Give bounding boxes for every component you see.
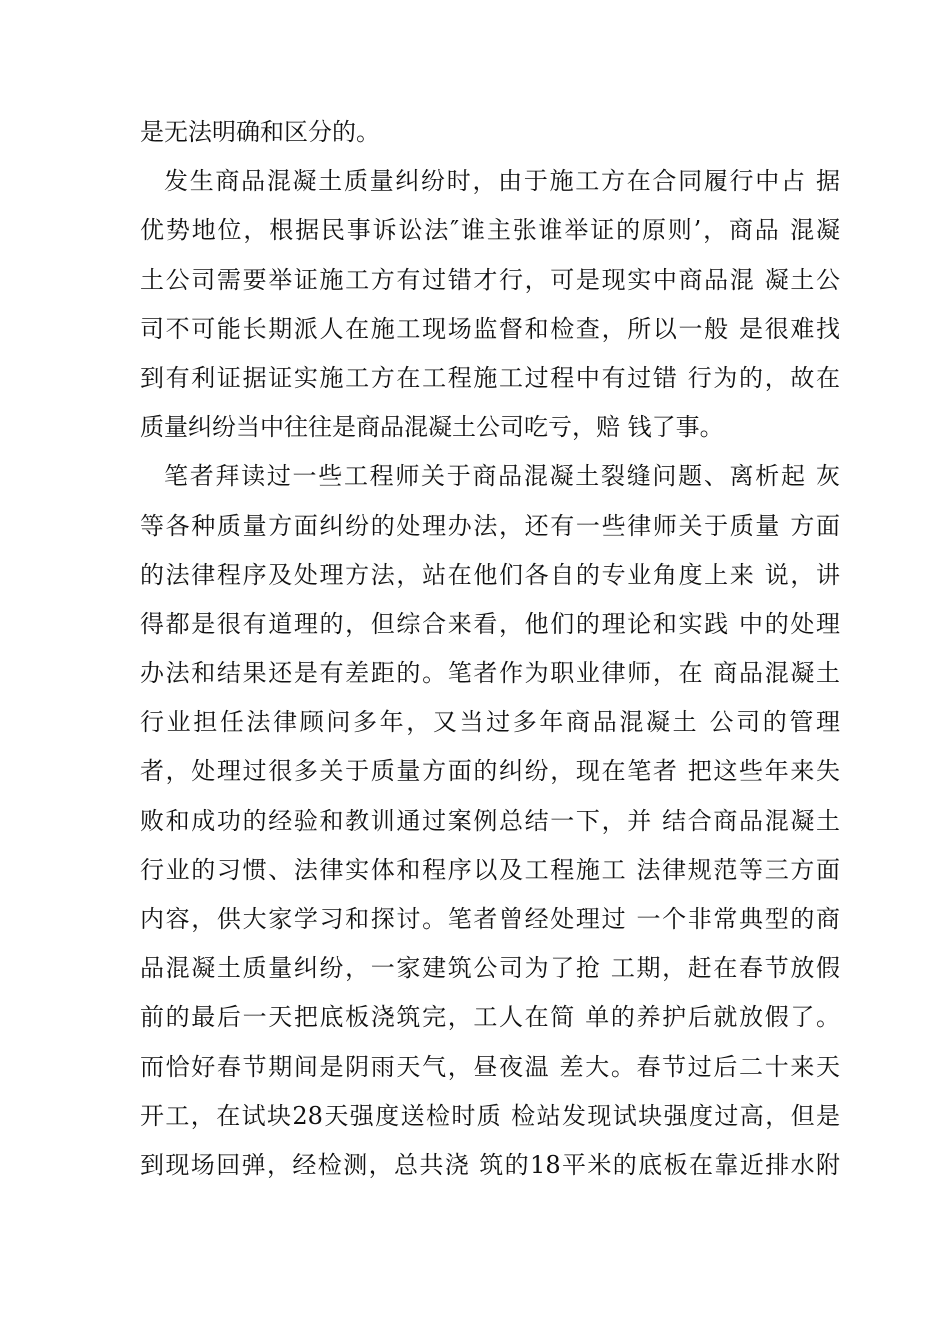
- text-line: 内容，供大家学习和探讨。笔者曾经处理过 一个非常典型的商: [140, 905, 840, 933]
- text-line: 笔者拜读过一些工程师关于商品混凝土裂缝问题、离析起 灰: [164, 462, 840, 491]
- text-line: 司不可能长期派人在施工现场监督和检查，所以一般 是很难找: [140, 314, 840, 343]
- text-line: 行业担任法律顾问多年，又当过多年商品混凝土 公司的管理: [140, 708, 840, 737]
- text-line: 行业的习惯、法律实体和程序以及工程施工 法律规范等三方面: [140, 855, 840, 884]
- text-line: 品混凝土质量纠纷，一家建筑公司为了抢 工期，赶在春节放假: [140, 954, 840, 983]
- text-line: 得都是很有道理的，但综合来看，他们的理论和实践 中的处理: [140, 609, 840, 638]
- body-text: [140, 108, 840, 1190]
- text-line: 优势地位，根据民事诉讼法″谁主张谁举证的原则’，商品 混凝: [140, 216, 840, 245]
- text-line: 土公司需要举证施工方有过错才行，可是现实中商品混 凝土公: [140, 265, 840, 294]
- text-line: 前的最后一天把底板浇筑完，工人在简 单的养护后就放假了。: [140, 1003, 840, 1032]
- text-line: 到现场回弹，经检测，总共浇 筑的18平米的底板在靠近排水附: [140, 1150, 840, 1179]
- text-line: 办法和结果还是有差距的。笔者作为职业律师，在 商品混凝土: [140, 659, 840, 688]
- text-line: 开工，在试块28天强度送检时质 检站发现试块强度过高，但是: [140, 1101, 840, 1130]
- text-line: 者，处理过很多关于质量方面的纠纷，现在笔者 把这些年来失: [140, 757, 840, 786]
- text-line: 到有利证据证实施工方在工程施工过程中有过错 行为的，故在: [140, 363, 840, 392]
- text-line: 是无法明确和区分的。: [140, 118, 380, 146]
- text-line: 发生商品混凝土质量纠纷时，由于施工方在合同履行中占 据: [164, 167, 840, 196]
- text-line: 等各种质量方面纠纷的处理办法，还有一些律师关于质量 方面: [140, 511, 840, 540]
- text-line: 的法律程序及处理方法，站在他们各自的专业角度上来 说，讲: [140, 560, 840, 589]
- text-line: 败和成功的经验和教训通过案例总结一下，并 结合商品混凝土: [140, 806, 840, 835]
- text-line: 质量纠纷当中往往是商品混凝土公司吃亏，赔 钱了事。: [140, 413, 724, 442]
- text-line: 而恰好春节期间是阴雨天气，昼夜温 差大。春节过后二十来天: [140, 1052, 840, 1081]
